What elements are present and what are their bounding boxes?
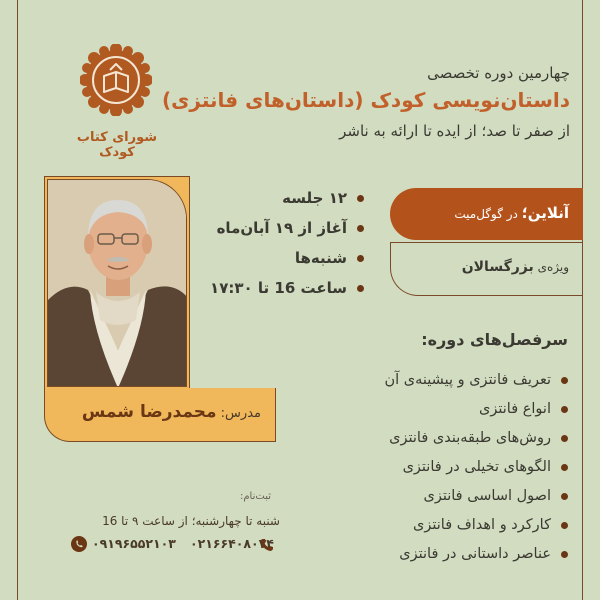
topics-title: سرفصل‌های دوره:: [421, 330, 568, 349]
whatsapp-icon: [70, 535, 88, 553]
bullet-icon: [561, 406, 568, 413]
course-facts: [174, 186, 364, 306]
bullet-icon: [561, 464, 568, 471]
bullet-icon: [357, 225, 364, 232]
list-item: روش‌های طبقه‌بندی فانتزی: [268, 426, 568, 450]
whatsapp-number[interactable]: ۰۹۱۹۶۵۵۲۱۰۳: [92, 536, 176, 551]
instructor-name-card: [44, 388, 276, 442]
bullet-icon: [357, 285, 364, 292]
fact-start-date: آغاز از ۱۹ آبان‌ماه: [174, 216, 364, 240]
audience-label: بزرگسالان: [461, 259, 534, 275]
bullet-icon: [561, 493, 568, 500]
list-item: تعریف فانتزی و پیشینه‌ی آن: [268, 368, 568, 392]
course-subtitle: از صفر تا صد؛ از ایده تا ارائه به ناشر: [339, 122, 570, 140]
registration-days: شنبه تا چهارشنبه؛: [191, 514, 280, 528]
list-item: عناصر داستانی در فانتزی: [268, 542, 568, 566]
instructor-label: مدرس:: [220, 406, 261, 421]
fact-sessions: ۱۲ جلسه: [174, 186, 364, 210]
phone-icon: [260, 537, 274, 551]
bullet-icon: [561, 551, 568, 558]
list-item: الگوهای تخیلی در فانتزی: [268, 455, 568, 479]
online-platform: در گوگل‌میت: [454, 207, 518, 221]
list-item: کارکرد و اهداف فانتزی: [268, 513, 568, 537]
bullet-icon: [357, 195, 364, 202]
bullet-icon: [561, 435, 568, 442]
book-logo-icon: [80, 44, 152, 116]
audience-prefix: ویژه‌ی: [537, 260, 569, 274]
course-title: داستان‌نویسی کودک (داستان‌های فانتزی): [161, 88, 570, 112]
fact-time: ساعت 16 تا ۱۷:۳۰: [174, 276, 364, 300]
phone-number[interactable]: ۰۲۱۶۶۴۰۸۰۷۴: [190, 536, 274, 551]
list-item: اصول اساسی فانتزی: [268, 484, 568, 508]
fact-day: شنبه‌ها: [174, 246, 364, 270]
registration-hours: [80, 514, 280, 528]
audience-badge: [390, 242, 583, 296]
bullet-icon: [357, 255, 364, 262]
course-kicker: چهارمین دوره تخصصی: [427, 64, 570, 82]
instructor-name: محمدرضا شمس: [81, 402, 217, 422]
online-label: آنلاین؛: [521, 204, 569, 222]
instructor-photo-card: [44, 176, 190, 388]
bullet-icon: [561, 522, 568, 529]
registration-label: ثبت‌نام:: [240, 491, 272, 502]
topics-list: [268, 368, 568, 571]
online-badge: [390, 188, 583, 240]
list-item: انواع فانتزی: [268, 397, 568, 421]
registration-time: از ساعت ۹ تا 16: [102, 514, 188, 528]
org-name: شورای کتاب کودک: [76, 130, 158, 160]
phone-row: [70, 536, 280, 554]
bullet-icon: [561, 377, 568, 384]
instructor-photo: [47, 179, 187, 387]
instructor-line: [82, 402, 261, 422]
